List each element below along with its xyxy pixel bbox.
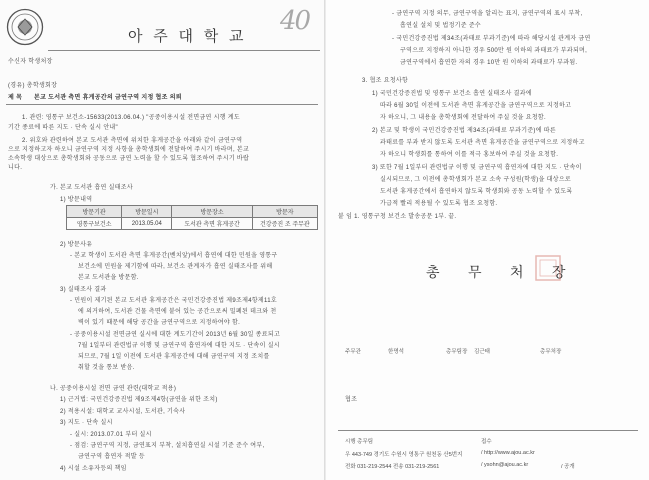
result-heading: 3) 실태조사 결과 [60, 287, 107, 293]
document-page-left [0, 0, 324, 480]
request-line: 실시되므로, 그 이전에 총학생회가 본교 소속 구성원(학생)을 대상으로 [380, 177, 572, 183]
table-header-cell: 방문일시 [122, 206, 172, 218]
duty-line: - 국민건강증진법 제34조(과태료 부과기준)에 따라 해당시설 관계자 금연 [392, 36, 591, 42]
subject-label: 제 목 [8, 95, 23, 101]
table-cell: 영통구보건소 [67, 218, 122, 230]
result-line: 7월 1일부터 관련법규 이행 및 금연구역 흡연자에 대한 지도 · 단속이 실시 [78, 343, 280, 349]
recipient-line: 수신자 학생처장 [8, 59, 53, 65]
table-row [67, 218, 318, 230]
address-line: 우 443-749 경기도 수원시 영통구 원천동 산5번지 [345, 452, 463, 458]
reason-line: 본교 도서관을 방문함. [78, 275, 139, 281]
homepage-line: / http://www.ajou.ac.kr [481, 450, 535, 456]
team-lead-title: 총무팀장 [446, 349, 468, 355]
email-line: / ysohn@ajou.ac.kr [481, 462, 529, 468]
visit-table [66, 205, 318, 230]
team-lead-name: 김근태 [474, 349, 490, 355]
table-header-row [67, 206, 318, 218]
request-line: 과태료를 부과 받지 않도록 도서관 측면 휴게공간을 금연구역으로 지정하고 [380, 140, 585, 146]
section-b-line: 2) 적용시설: 대학교 교사시설, 도서관, 기숙사 [60, 409, 186, 415]
duty-line: 구역으로 지정하지 아니한 경우 500만 원 이하의 과태료가 부과되며, [400, 48, 588, 54]
duty-line: - 금연구역 지정 의무, 금연구역을 알리는 표지, 금연구역의 표시 부착, [392, 11, 583, 17]
request-line: 도서관 휴게공간에서 흡연하지 않도록 학생회와 공동 노력할 수 있도록 [380, 189, 573, 195]
receipt-line: 접수 [481, 439, 492, 445]
cooperation-label: 협조 [345, 397, 358, 403]
request-line: 따라 6월 30일 이전에 도서관 측면 휴게공간을 금연구역으로 지정하고 [380, 103, 572, 109]
subject-title: 본교 도서관 측면 휴게공간의 금연구역 지정 협조 의뢰 [34, 95, 182, 101]
anniversary-logo: 40 [280, 6, 310, 36]
subject-divider [6, 104, 318, 105]
visit-heading: 1) 방문내역 [60, 197, 93, 203]
officer-name: 한명석 [388, 349, 404, 355]
reason-line: - 본교 학생이 도서관 측면 휴게공간(벤치앞)에서 흡연에 대한 민원을 영통구 [70, 253, 278, 259]
request-line: 자 하오니 학생회를 통하여 이를 적극 홍보하여 주실 것을 요청함. [380, 152, 559, 158]
result-line: - 공중이용시설 전면금연 실시에 대한 계도기간이 2013년 6월 30일 종료되고 [70, 332, 281, 338]
item2-line: 니다. [8, 165, 23, 171]
result-line: - 민원이 제기된 본교 도서관 휴게공간은 국민건강증진법 제9조제4항제11호 [70, 298, 277, 304]
enforcement-line: 시행 총무팀 [345, 439, 374, 445]
university-name: 아 주 대 학 교 [128, 27, 247, 45]
reason-heading: 2) 방문사유 [60, 242, 93, 248]
table-header-cell: 방문장소 [172, 206, 252, 218]
section-b-line: - 점검: 금연구역 지정, 금연표지 부착, 설치흡연실 시설 기준 준수 여부, [70, 443, 265, 449]
section-b-line: - 실시: 2013.07.01 부터 실시 [70, 432, 152, 438]
table-header-cell: 방문자 [252, 206, 317, 218]
result-line: 에 의거하여, 도서관 건물 측면에 붙어 있는 공간으로써 밀폐된 데크와 천 [78, 309, 277, 315]
request-line: 자 하오니, 그 내용을 총학생회에 전달하여 주실 것을 요청함. [380, 115, 546, 121]
header-divider [48, 50, 320, 51]
section-b-line: 4) 시설 소유자등의 책임 [60, 466, 127, 472]
official-stamp-icon [534, 254, 562, 282]
item1-line: 1. 관련: 영통구 보건소-15633(2013.06.04.) "공중이용시설 전면금연 시행 계도 [22, 115, 240, 121]
attachment-line: 붙 임 1. 영통구청 보건소 발송공문 1부. 끝. [338, 214, 457, 220]
item1-line: 기간 종료에 따른 지도 · 단속 실시 안내" [8, 125, 118, 131]
request-line: 1) 국민건강증진법 및 영통구 보건소 흡연 실태조사 결과에 [372, 91, 532, 97]
reason-line: 보건소에 민원을 제기함에 따라, 보건소 관계자가 흡연 실태조사를 위해 [78, 264, 273, 270]
request-line: 가급적 빨리 적용될 수 있도록 협조 요청함. [380, 201, 498, 207]
via-line: (경유) 총학생회장 [8, 83, 58, 89]
item2-line: 2. 위호와 관련하여 본교 도서관 측면에 위치한 휴게공간을 아래와 같이 금연구역 [22, 138, 243, 144]
item2-line: 으로 지정하고자 하오니 금연구역 지정 사항을 총학생회에 전달하여 주시기 바라며, 본교 [8, 147, 250, 153]
request-line: 2) 본교 및 학생이 국민건강증진법 제34조(과태료 부과기준)에 따른 [372, 128, 556, 134]
document-page-right [326, 0, 649, 480]
duty-line: 흡연실 설치 및 법정기준 준수 [400, 23, 482, 29]
section-b-line: 1) 근거법: 국민건강증진법 제9조제4항(금연을 위한 조치) [60, 397, 218, 403]
request-heading: 3. 협조 요청사항 [362, 78, 409, 84]
table-cell: 2013.05.04 [122, 218, 172, 230]
issuer-title: 총 무 처 장 [426, 265, 578, 281]
section-b-line: 3) 지도 · 단속 실시 [60, 420, 113, 426]
director-title: 총무처장 [540, 349, 562, 355]
result-line: 취할 것을 통보 받음. [78, 365, 135, 371]
officer-title: 주무관 [345, 349, 361, 355]
table-cell: 건강증진 조 주무관 [252, 218, 317, 230]
university-seal-icon [6, 8, 44, 46]
section-b-line: 금연구역 흡연자 적발 등 [78, 454, 145, 460]
table-cell: 도서관 측면 휴게공간 [172, 218, 252, 230]
duty-line: 금연구역에서 흡연한 자의 경우 10만 원 이하의 과태료가 부과됨. [400, 60, 578, 66]
result-line: 벽이 있기 때문에 해당 공간을 금연구역으로 지정하여야 함. [78, 320, 241, 326]
result-line: 되므로, 7월 1일 이전에 도서관 휴게공간에 대해 금연구역 지정 조치를 [78, 354, 270, 360]
section-b-heading: 나. 공중이용시설 전면 금연 관련(대학교 적용) [50, 386, 177, 392]
table-header-cell: 방문기관 [67, 206, 122, 218]
phone-fax-line: 전화 031-219-2544 전송 031-219-2561 [345, 464, 440, 470]
section-a-heading: 가. 본교 도서관 흡연 실태조사 [50, 185, 133, 191]
disclosure-line: / 공개 [561, 464, 575, 470]
footer-divider [338, 430, 638, 431]
request-line: 3) 또한 7월 1일부터 관련법규 이행 및 금연구역 흡연자에 대한 지도 · 단속이 [372, 165, 582, 171]
item2-line: 소속학생 대상으로 총학생회와 공동으로 금연 노력을 할 수 있도록 협조하여 주시기 바랍 [8, 156, 250, 162]
